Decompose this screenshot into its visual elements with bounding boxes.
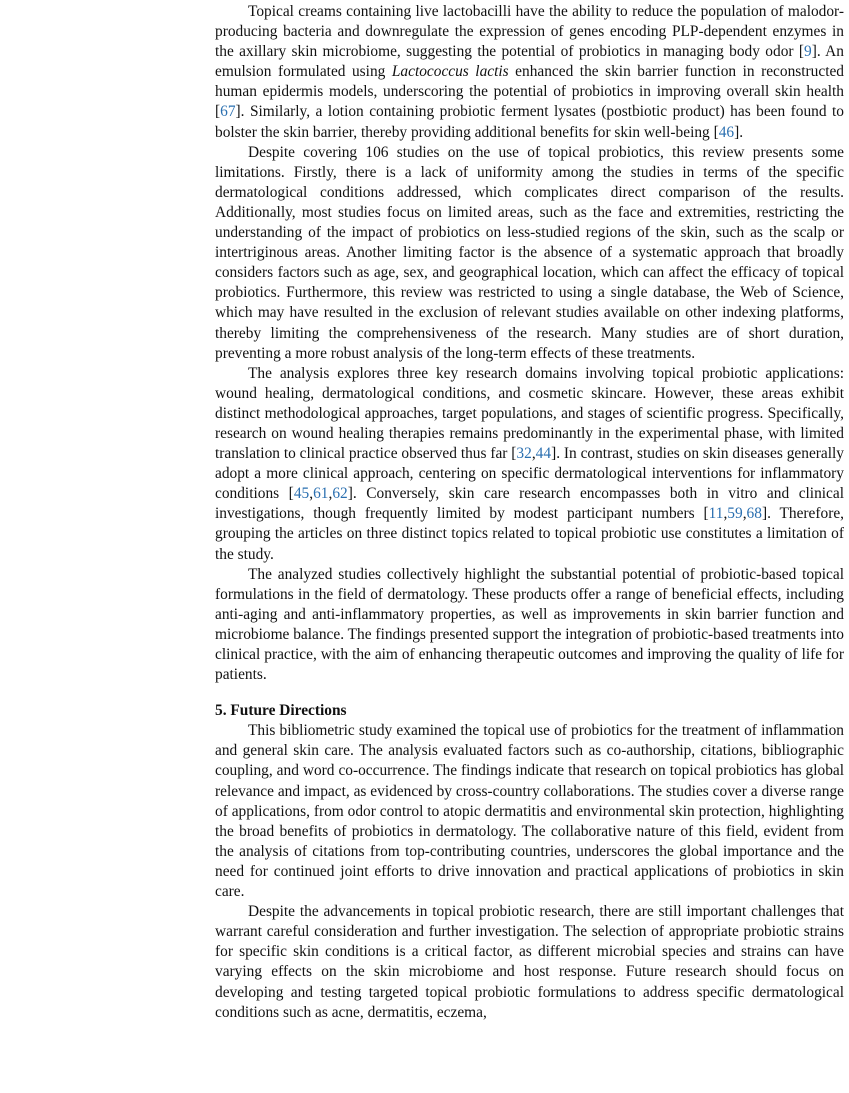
citation-separator: ,: [328, 485, 333, 503]
citation-link[interactable]: 9: [804, 43, 812, 61]
citation-link[interactable]: 62: [332, 485, 348, 503]
citation-link[interactable]: 44: [535, 445, 552, 463]
future-directions-section: [215, 721, 844, 1022]
citation-separator: ,: [742, 505, 747, 523]
paragraph-text: Despite covering 106 studies on the use of topical probiotics, this review presents some limitations. Firstly, there is a lack of uniformity among the studies in terms of the specific dermatological conditions addressed, which complicates direct comparison of the results. Additionally, most studies focus on limited areas, such as the face and extremities, restricting the understanding of the impact of probiotics on less-studied regions of the skin, such as the scalp or intertriginous areas. Another limiting factor is the absence of a systematic approach that broadly considers factors such as age, sex, and geographical location, which can affect the efficacy of topical probiotics. Furthermore, this review was restricted to using a single database, the Web of Science, which may have resulted in the exclusion of relevant studies available on other indexing platforms, thereby limiting the comprehensiveness of the research. Many studies are of short duration, preventing a more robust analysis of the long-term effects of these treatments.: [215, 143, 844, 362]
citation-separator: ,: [723, 505, 728, 523]
paragraph-text: Topical creams containing live lactobacilli have the ability to reduce the population of malodor-producing bacteria and downregulate the expression of genes encoding PLP-dependent enzymes in the axillary skin microbiome, suggesting the potential of probiotics in managing body odor [: [215, 3, 844, 61]
paragraph-text: The analyzed studies collectively highlight the substantial potential of probiotic-based topical formulations in the field of dermatology. These products offer a range of beneficial effects, including anti-aging and anti-inflammatory properties, as well as improvements in skin barrier function and microbiome balance. The findings presented support the integration of probiotic-based treatments into clinical practice, with the aim of enhancing therapeutic outcomes and improving the quality of life for patients.: [215, 565, 844, 684]
paragraph-text: ]. An emulsion formulated using: [215, 43, 844, 81]
citation-link[interactable]: 61: [313, 485, 329, 503]
citation-separator: ,: [531, 445, 536, 463]
paragraph-text: This bibliometric study examined the topical use of probiotics for the treatment of inflammation and general skin care. The analysis evaluated factors such as co-authorship, citations, bibliographic coupling, and word co-occurrence. The findings indicate that research on topical probiotics has global relevance and impact, as evidenced by cross-country collaborations. The studies cover a diverse range of applications, from odor control to atopic dermatitis and environmental skin protection, highlighting the broad benefits of probiotics in dermatology. The collaborative nature of this field, evident from the analysis of citations from top-contributing countries, underscores the global importance and the need for continued joint efforts to drive innovation and practical applications of probiotics in skin care.: [215, 722, 844, 901]
paragraph-text: Despite the advancements in topical probiotic research, there are still important challenges that warrant careful consideration and further investigation. The selection of appropriate probiotic strains for specific skin conditions is a critical factor, as different microbial species and strains can have varying effects on the skin microbiome and host response. Future research should focus on developing and testing targeted topical probiotic formulations to address specific dermatological conditions such as acne, dermatitis, eczema,: [215, 903, 844, 1021]
citation-link[interactable]: 68: [746, 505, 762, 523]
citation-separator: ,: [309, 485, 314, 503]
paragraph: [215, 143, 844, 364]
paragraph-text: ]. Similarly, a lotion containing probiotic ferment lysates (postbiotic product) has been found to bolster the skin barrier, thereby providing additional benefits for skin well-being [: [215, 103, 844, 141]
citation-link[interactable]: 32: [516, 445, 532, 463]
paragraph: [215, 364, 844, 565]
paragraph: [215, 2, 844, 143]
section-heading-future-directions: 5. Future Directions: [215, 702, 347, 720]
paragraph: [215, 902, 844, 1023]
citation-link[interactable]: 11: [708, 505, 724, 523]
paragraph: [215, 721, 844, 902]
species-name: Lactococcus lactis: [391, 63, 509, 81]
paragraph: [215, 565, 844, 686]
page-body: [215, 2, 844, 1023]
paragraph-text: ]. Conversely, skin care research encompasses both in vitro and clinical investigations, though frequently limited by modest participant numbers [: [215, 485, 844, 523]
paragraph-text: ]. In contrast, studies on skin diseases generally adopt a more clinical approach, centering on specific dermatological interventions for inflammatory conditions [: [215, 445, 844, 503]
paragraph-text: ].: [734, 123, 744, 141]
paragraph-text: ]. Therefore, grouping the articles on three distinct topics related to topical probiotic use constitutes a limitation of the study.: [215, 505, 844, 563]
paragraph-text: The analysis explores three key research domains involving topical probiotic applications: wound healing, dermatological conditions, and cosmetic skincare. However, these areas exhibit distinct methodological approaches, target populations, and stages of scientific progress. Specifically, research on wound healing therapies remains predominantly in the experimental phase, with limited translation to clinical practice observed thus far [: [215, 364, 844, 463]
paragraph-text: enhanced the skin barrier function in reconstructed human epidermis models, underscoring the potential of probiotics in improving overall skin health [: [215, 63, 844, 121]
citation-link[interactable]: 46: [718, 123, 735, 141]
citation-link[interactable]: 45: [293, 485, 310, 503]
citation-link[interactable]: 67: [220, 103, 236, 121]
citation-link[interactable]: 59: [727, 505, 743, 523]
discussion-section: [215, 2, 844, 685]
